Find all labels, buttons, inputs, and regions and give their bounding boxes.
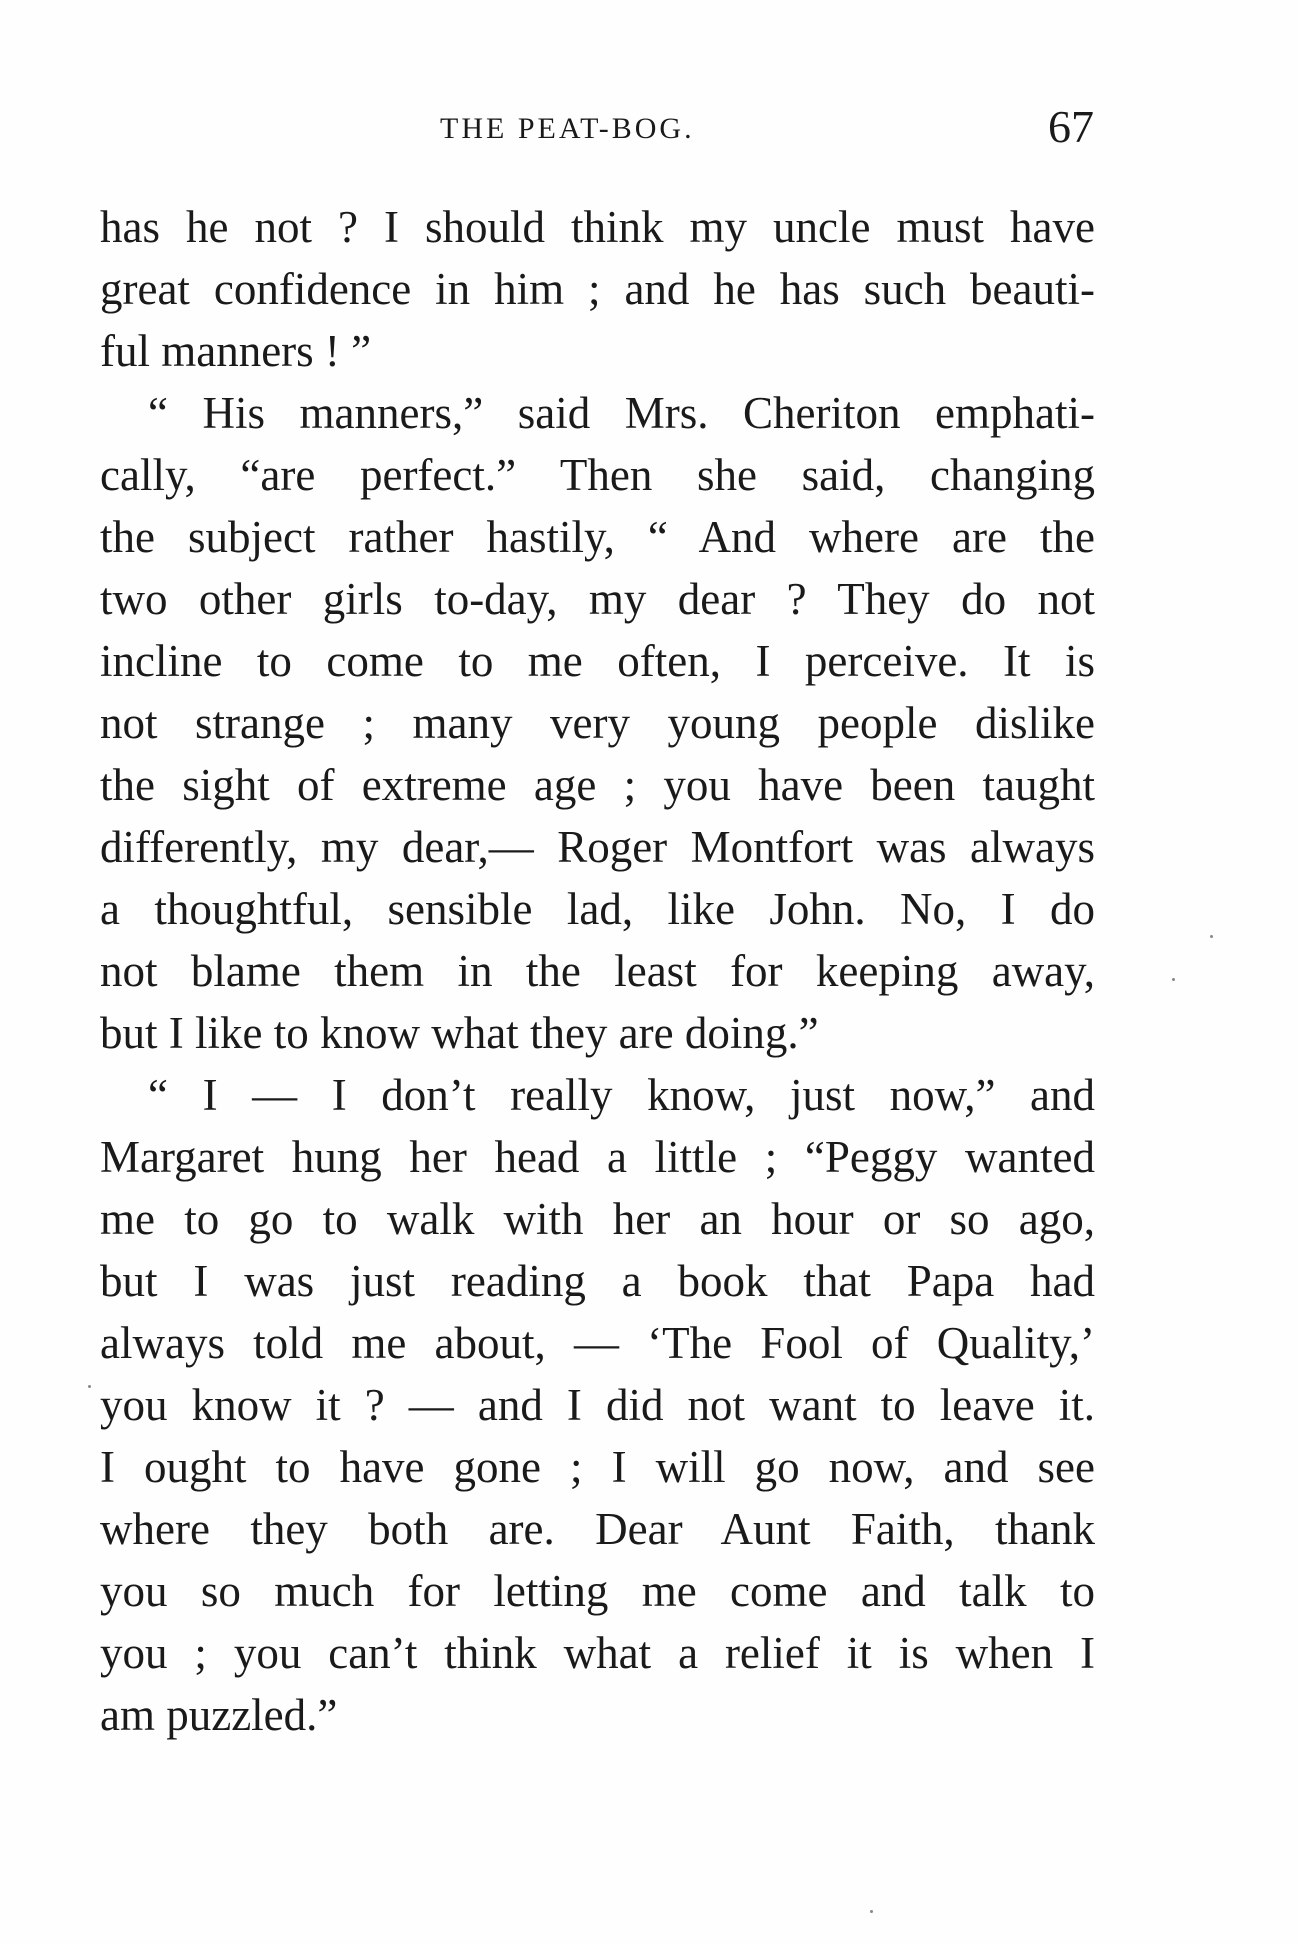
running-title: THE PEAT-BOG. (440, 112, 695, 145)
text-line: “ I — I don’t really know, just now,” and (148, 1070, 1095, 1120)
text-line: cally, “are perfect.” Then she said, changing (100, 450, 1095, 500)
text-line: not strange ; many very young people dislike (100, 698, 1095, 748)
text-line: Margaret hung her head a little ; “Peggy wanted (100, 1132, 1095, 1182)
paper-speck (870, 1910, 873, 1913)
text-line: two other girls to-day, my dear ? They do not (100, 574, 1095, 624)
text-line: the sight of extreme age ; you have been taught (100, 760, 1095, 810)
page-number: 67 (1048, 101, 1094, 152)
text-line: the subject rather hastily, “ And where are the (100, 512, 1095, 562)
text-line: I ought to have gone ; I will go now, and see (100, 1442, 1095, 1492)
text-line: you know it ? — and I did not want to leave it. (100, 1380, 1095, 1430)
text-line: you ; you can’t think what a relief it is when I (100, 1628, 1095, 1678)
text-line: am puzzled.” (100, 1690, 338, 1740)
text-line: “ His manners,” said Mrs. Cheriton emphati- (148, 388, 1095, 438)
body-text (100, 196, 1095, 1746)
text-line: but I like to know what they are doing.” (100, 1008, 819, 1058)
text-line: differently, my dear,— Roger Montfort was always (100, 822, 1095, 872)
text-line: not blame them in the least for keeping away, (100, 946, 1095, 996)
paper-speck (1210, 935, 1213, 938)
text-line: me to go to walk with her an hour or so ago, (100, 1194, 1095, 1244)
text-line: you so much for letting me come and talk to (100, 1566, 1095, 1616)
text-line: a thoughtful, sensible lad, like John. No, I do (100, 884, 1095, 934)
text-line: but I was just reading a book that Papa had (100, 1256, 1095, 1306)
text-line: has he not ? I should think my uncle must have (100, 202, 1095, 252)
paper-speck (88, 1385, 91, 1388)
paper-speck (1172, 978, 1175, 981)
text-line: where they both are. Dear Aunt Faith, thank (100, 1504, 1095, 1554)
text-line: ful manners ! ” (100, 326, 372, 376)
text-line: incline to come to me often, I perceive. It is (100, 636, 1095, 686)
text-line: always told me about, — ‘The Fool of Quality,’ (100, 1318, 1095, 1368)
text-line: great confidence in him ; and he has such beauti- (100, 264, 1095, 314)
running-head (0, 100, 1298, 160)
